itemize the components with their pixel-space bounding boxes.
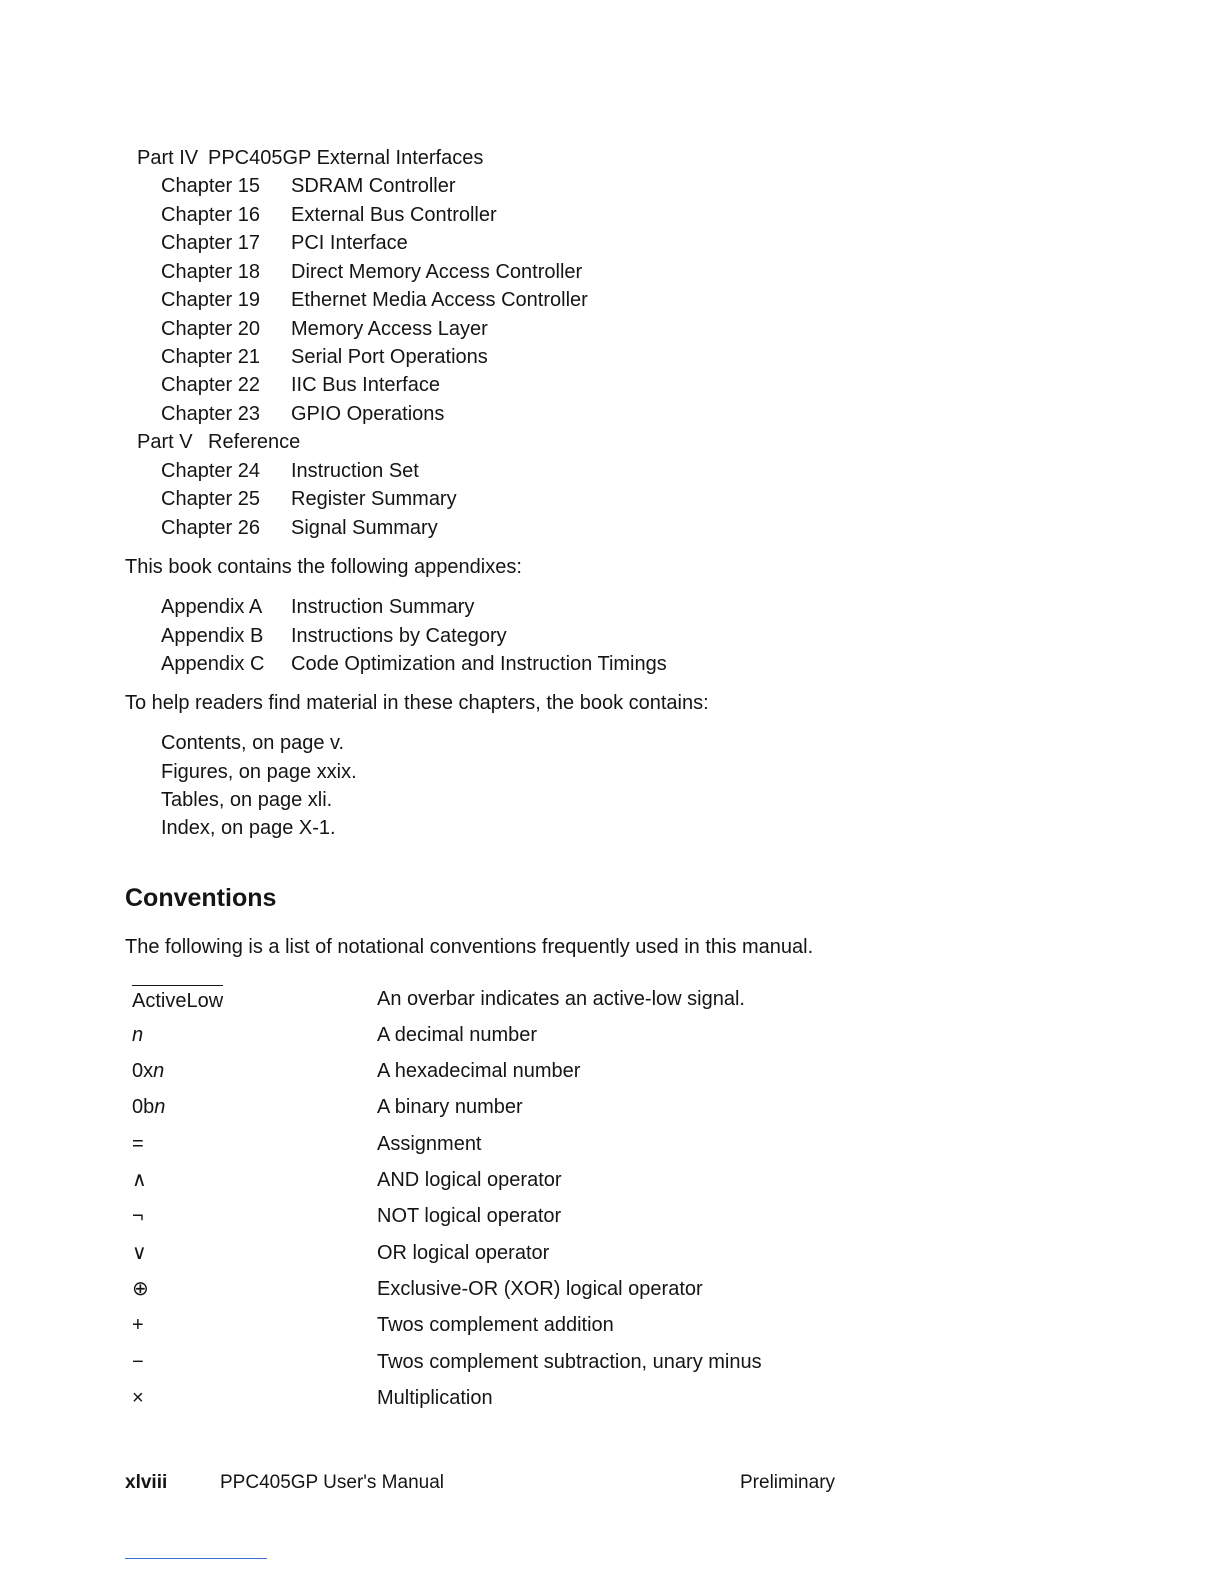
chapter-title: Register Summary xyxy=(291,488,457,510)
chapter-title: PCI Interface xyxy=(291,232,408,254)
chapter-title: Ethernet Media Access Controller xyxy=(291,289,588,311)
chapter-title: Signal Summary xyxy=(291,517,438,539)
chapter-label: Chapter 19 xyxy=(161,289,260,311)
toc-appendix-a xyxy=(0,593,1224,621)
chapter-title: Memory Access Layer xyxy=(291,318,488,340)
convention-row xyxy=(0,1202,1224,1230)
toc-chapter-22 xyxy=(0,371,1224,399)
toc-chapter-15 xyxy=(0,172,1224,200)
chapter-label: Chapter 23 xyxy=(161,403,260,425)
convention-row xyxy=(0,1021,1224,1049)
appendix-label: Appendix A xyxy=(161,596,263,618)
toc-chapter-18 xyxy=(0,258,1224,286)
chapter-label: Chapter 25 xyxy=(161,488,260,510)
toc-chapter-21 xyxy=(0,343,1224,371)
section-heading: Conventions xyxy=(125,884,277,912)
appendix-label: Appendix B xyxy=(161,625,264,647)
toc-appendix-b xyxy=(0,622,1224,650)
chapter-label: Chapter 26 xyxy=(161,517,260,539)
convention-symbol: ∧ xyxy=(132,1169,147,1191)
convention-desc: Twos complement subtraction, unary minus xyxy=(377,1351,762,1373)
chapter-label: Chapter 20 xyxy=(161,318,260,340)
chapter-label: Chapter 16 xyxy=(161,204,260,226)
finding-aid: Contents, on page v. xyxy=(161,732,345,754)
toc-chapter-16 xyxy=(0,201,1224,229)
part-title: PPC405GP External Interfaces xyxy=(208,147,484,169)
convention-row xyxy=(0,1275,1224,1303)
convention-symbol: ∨ xyxy=(132,1242,147,1264)
convention-row xyxy=(0,985,1224,1013)
symbol-variable: n xyxy=(154,1096,166,1118)
convention-desc: An overbar indicates an active-low signal. xyxy=(377,988,745,1010)
part-label: Part V xyxy=(137,431,193,453)
chapter-title: External Bus Controller xyxy=(291,204,497,226)
convention-row xyxy=(0,1311,1224,1339)
convention-symbol: ¬ xyxy=(132,1205,144,1227)
chapter-title: Instruction Set xyxy=(291,460,419,482)
symbol-prefix: 0x xyxy=(132,1060,154,1082)
convention-symbol: × xyxy=(132,1387,144,1409)
toc-chapter-23 xyxy=(0,400,1224,428)
convention-row xyxy=(0,1057,1224,1085)
finding-aid: Index, on page X-1. xyxy=(161,817,336,839)
convention-row xyxy=(0,1166,1224,1194)
convention-row xyxy=(0,1384,1224,1412)
convention-symbol xyxy=(132,1093,165,1121)
chapter-label: Chapter 21 xyxy=(161,346,260,368)
convention-desc: A decimal number xyxy=(377,1024,538,1046)
chapter-label: Chapter 24 xyxy=(161,460,260,482)
toc-part-v xyxy=(0,428,1224,456)
toc-chapter-20 xyxy=(0,315,1224,343)
chapter-title: SDRAM Controller xyxy=(291,175,456,197)
footer-status: Preliminary xyxy=(740,1472,836,1493)
appendix-title: Instructions by Category xyxy=(291,625,507,647)
convention-desc: Twos complement addition xyxy=(377,1314,614,1336)
chapter-title: GPIO Operations xyxy=(291,403,445,425)
chapter-label: Chapter 17 xyxy=(161,232,260,254)
toc-chapter-24 xyxy=(0,457,1224,485)
toc-chapter-26 xyxy=(0,514,1224,542)
convention-row xyxy=(0,1130,1224,1158)
convention-desc: Assignment xyxy=(377,1133,482,1155)
convention-symbol: − xyxy=(132,1351,144,1373)
convention-desc: A binary number xyxy=(377,1096,523,1118)
part-title: Reference xyxy=(208,431,301,453)
chapter-label: Chapter 15 xyxy=(161,175,260,197)
convention-desc: OR logical operator xyxy=(377,1242,550,1264)
convention-desc: Multiplication xyxy=(377,1387,493,1409)
convention-row xyxy=(0,1239,1224,1267)
conventions-intro: The following is a list of notational conventions frequently used in this manual. xyxy=(125,936,814,958)
convention-symbol: = xyxy=(132,1133,144,1155)
appendix-title: Code Optimization and Instruction Timings xyxy=(291,653,667,675)
chapter-title: Direct Memory Access Controller xyxy=(291,261,583,283)
chapter-label: Chapter 18 xyxy=(161,261,260,283)
toc-chapter-19 xyxy=(0,286,1224,314)
convention-row xyxy=(0,1093,1224,1121)
finding-intro: To help readers find material in these chapters, the book contains: xyxy=(125,692,709,714)
convention-symbol: ⊕ xyxy=(132,1278,149,1300)
finding-aid: Figures, on page xxix. xyxy=(161,761,357,783)
toc-part-iv xyxy=(0,144,1224,172)
convention-desc: AND logical operator xyxy=(377,1169,562,1191)
convention-symbol: n xyxy=(132,1024,144,1046)
convention-desc: NOT logical operator xyxy=(377,1205,562,1227)
convention-desc: A hexadecimal number xyxy=(377,1060,581,1082)
appendix-title: Instruction Summary xyxy=(291,596,475,618)
convention-symbol xyxy=(132,1057,164,1085)
chapter-title: Serial Port Operations xyxy=(291,346,488,368)
appendix-label: Appendix C xyxy=(161,653,265,675)
part-label: Part IV xyxy=(137,147,199,169)
convention-symbol: + xyxy=(132,1314,144,1336)
toc-chapter-17 xyxy=(0,229,1224,257)
finding-aid: Tables, on page xli. xyxy=(161,789,333,811)
symbol-prefix: 0b xyxy=(132,1096,155,1118)
symbol-variable: n xyxy=(153,1060,165,1082)
page-number: xlviii xyxy=(125,1472,168,1493)
chapter-title: IIC Bus Interface xyxy=(291,374,440,396)
convention-symbol: ActiveLow xyxy=(132,985,223,1015)
convention-desc: Exclusive-OR (XOR) logical operator xyxy=(377,1278,703,1300)
toc-chapter-25 xyxy=(0,485,1224,513)
chapter-label: Chapter 22 xyxy=(161,374,260,396)
convention-row xyxy=(0,1348,1224,1376)
toc-appendix-c xyxy=(0,650,1224,678)
appendix-intro: This book contains the following appendixes: xyxy=(125,556,522,578)
footer-title: PPC405GP User's Manual xyxy=(220,1472,444,1493)
footer-rule xyxy=(125,1558,267,1559)
